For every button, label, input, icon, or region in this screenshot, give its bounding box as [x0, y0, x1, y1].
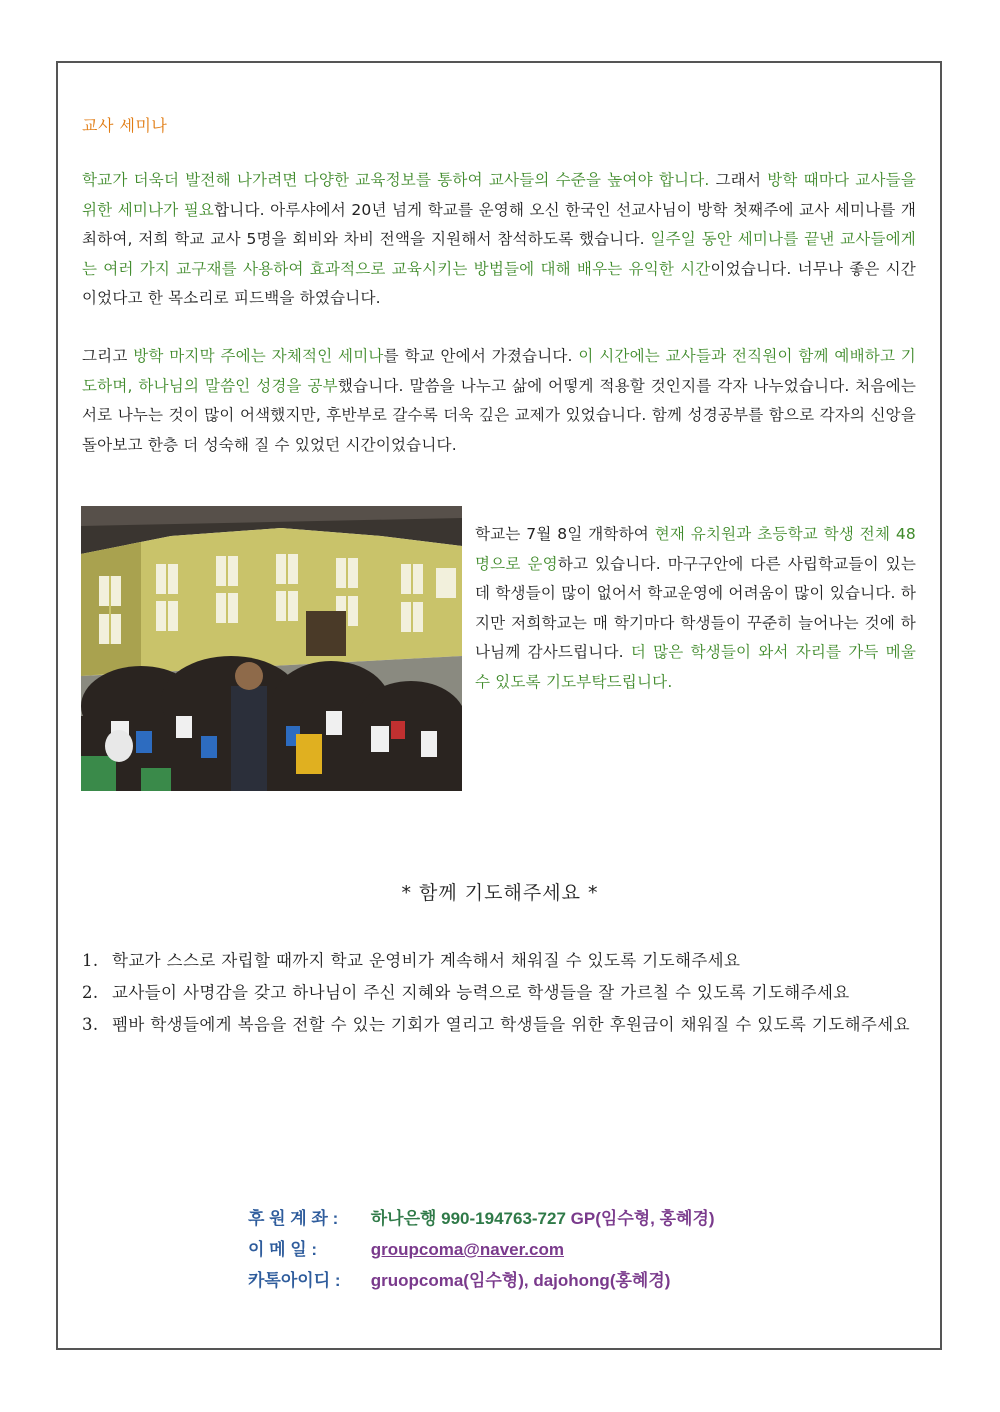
paragraph-text: 하고 있습니다. 마구구안에 다른 사립학교들이 있는데 학생들이 많이 없어서 학교운영에 어려움이 많이 있습니다. 하지만 저희학교는 매 학기마다 학생들이 꾸준히 늘어나는 것에 하나님께 감사드립니다. [475, 554, 916, 662]
account-label: 후 원 계 좌 : [248, 1209, 339, 1228]
paragraph-text-highlight: 방학 때마다 교사들을 위한 세미나가 필요 [82, 171, 916, 219]
paragraph-text-highlight: 더 많은 학생들이 와서 자리를 가득 메울 수 있도록 기도부탁드립니다. [475, 643, 916, 691]
paragraph-text-highlight: 현재 유치원과 초등학교 학생 전체 48명으로 운영 [475, 525, 916, 573]
prayer-item [82, 945, 918, 977]
paragraph-text: 를 학교 안에서 가졌습니다. [383, 347, 579, 365]
prayer-heading: * 함께 기도해주세요 * [401, 882, 599, 904]
paragraph-teacher-seminar [82, 166, 916, 314]
prayer-item-number: 3. [82, 1015, 99, 1034]
prayer-list [82, 945, 918, 1041]
paragraph-text: 학교는 7월 8일 개학하여 [475, 525, 655, 543]
contact-info [248, 1203, 715, 1296]
prayer-item-text: 교사들이 사명감을 갖고 하나님이 주신 지혜와 능력으로 학생들을 잘 가르칠 수 있도록 기도해주세요 [112, 983, 850, 1002]
email-link[interactable]: groupcoma@naver.com [370, 1240, 564, 1259]
prayer-item-text: 펨바 학생들에게 복음을 전할 수 있는 기회가 열리고 학생들을 위한 후원금이 채워질 수 있도록 기도해주세요 [112, 1015, 910, 1034]
paragraph-text: 그래서 [709, 171, 768, 189]
paragraph-text: 그리고 [82, 347, 134, 365]
contact-row-email [248, 1234, 715, 1265]
account-value: 하나은행 990-194763-727 [370, 1209, 566, 1228]
paragraph-text: 합니다. 아루샤에서 20년 넘게 학교를 운영해 오신 한국인 선교사님이 방학 첫째주에 교사 세미나를 개최하여, 저희 학교 교사 5명을 회비와 차비 전액을 지원해서 참석하도록 했습니다. [82, 200, 916, 249]
paragraph-text: 했습니다. 말씀을 나누고 삶에 어떻게 적용할 것인지를 각자 나누었습니다. 처음에는 서로 나누는 것이 많이 어색했지만, 후반부로 갈수록 더욱 깊은 교제가 있었습니다. 함께 성경공부를 함으로 각자의 신앙을 돌아보고 한층 더 성숙해 질 수 있었던 시간이었습니다. [82, 376, 916, 454]
paragraph-school-status [475, 520, 916, 698]
paragraph-text-highlight: 방학 마지막 주에는 자체적인 세미나 [133, 347, 384, 365]
contact-row-kakao [248, 1265, 715, 1296]
prayer-item [82, 1009, 918, 1041]
prayer-item-text: 학교가 스스로 자립할 때까지 학교 운영비가 계속해서 채워질 수 있도록 기도해주세요 [112, 951, 741, 970]
paragraph-internal-seminar [82, 342, 916, 460]
prayer-item-number: 2. [82, 983, 99, 1002]
prayer-item [82, 977, 918, 1009]
email-label: 이 메 일 : [248, 1240, 318, 1259]
kakao-label: 카톡아이디 : [248, 1271, 341, 1290]
classroom-photo [81, 506, 462, 791]
paragraph-text: 이었습니다. 너무나 좋은 시간이었다고 한 목소리로 피드백을 하였습니다. [82, 259, 916, 308]
paragraph-text-highlight: 이 시간에는 교사들과 전직원이 함께 예배하고 기도하며, 하나님의 말씀인 성경을 공부 [82, 347, 916, 395]
section-title: 교사 세미나 [82, 116, 168, 135]
paragraph-text-highlight: 일주일 동안 세미나를 끝낸 교사들에게는 여러 가지 교구재를 사용하여 효과적으로 교육시키는 방법들에 대해 배우는 유익한 시간 [82, 230, 916, 278]
contact-row-account [248, 1203, 715, 1234]
paragraph-text-highlight: 학교가 더욱더 발전해 나가려면 다양한 교육정보를 통하여 교사들의 수준을 높여야 합니다. [82, 171, 710, 189]
prayer-item-number: 1. [82, 951, 99, 970]
account-holder: GP(임수형, 홍혜경) [570, 1209, 715, 1228]
kakao-value: gruopcoma(임수형), dajohong(홍혜경) [370, 1271, 671, 1290]
